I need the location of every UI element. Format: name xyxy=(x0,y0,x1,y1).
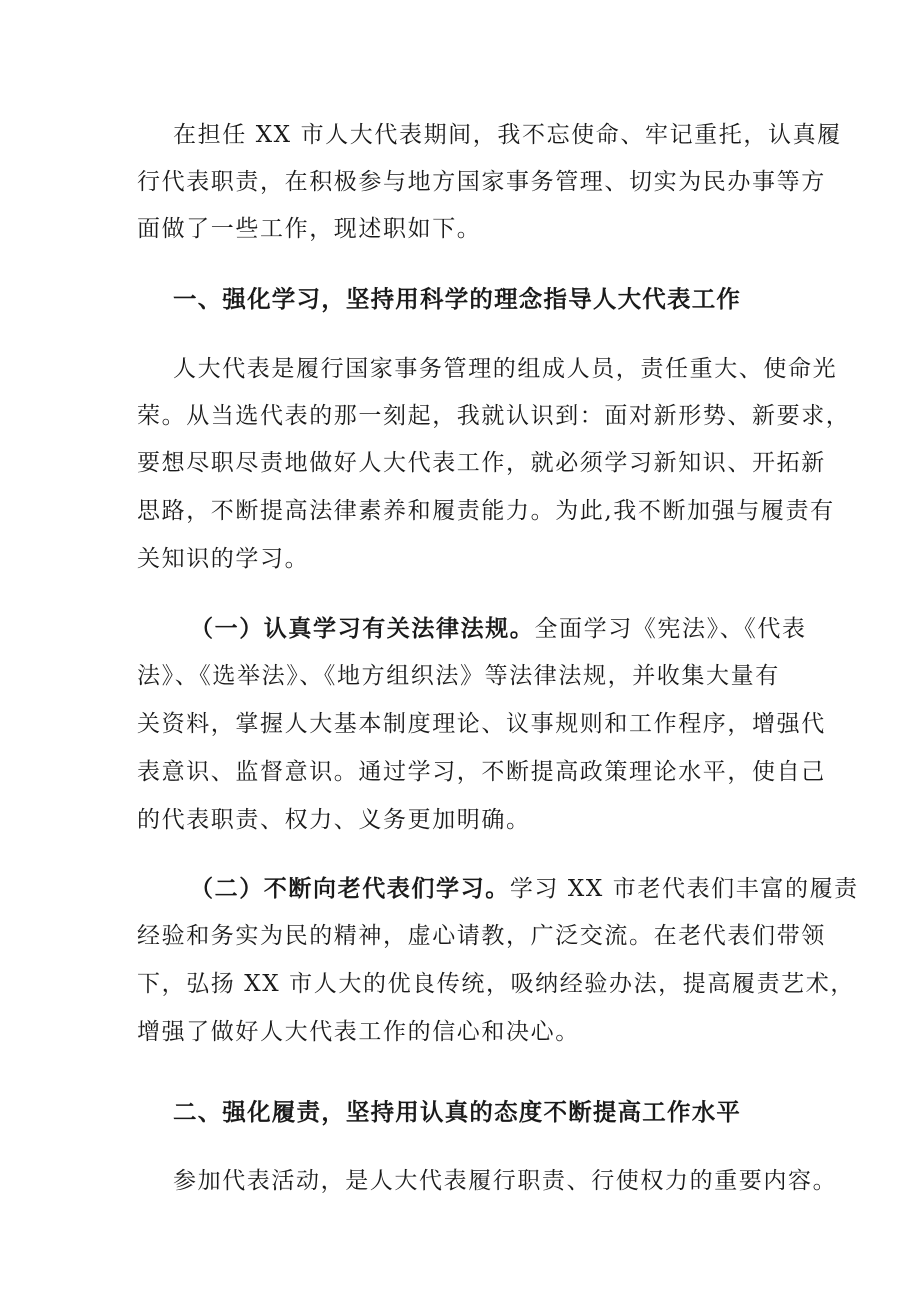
section-2-line-1: 参加代表活动，是人大代表履行职责、行使权力的重要内容。 xyxy=(173,1168,838,1194)
item-2-first-rest: 学习 XX 市老代表们丰富的履责 xyxy=(509,876,859,902)
item-1-line-5: 的代表职责、权力、义务更加明确。 xyxy=(137,807,531,833)
item-1-lead: （一）认真学习有关法律法规。 xyxy=(190,616,535,642)
intro-line-2: 行代表职责，在积极参与地方国家事务管理、切实为民办事等方 xyxy=(137,169,826,195)
item-2-line-2: 经验和务实为民的精神，虚心请教，广泛交流。在老代表们带领 xyxy=(137,923,826,949)
section-1-heading: 一、强化学习，坚持用科学的理念指导人大代表工作 xyxy=(173,285,742,313)
section-1-line-3: 要想尽职尽责地做好人大代表工作，就必须学习新知识、开拓新 xyxy=(137,450,826,476)
item-2-line-3: 下，弘扬 XX 市人大的优良传统，吸纳经验办法，提高履责艺术， xyxy=(137,971,855,997)
item-1-line-4: 表意识、监督意识。通过学习，不断提高政策理论水平，使自己 xyxy=(137,759,826,785)
item-1-line-3: 关资料，掌握人大基本制度理论、议事规则和工作程序，增强代 xyxy=(137,711,826,737)
item-1-first-line xyxy=(190,614,850,644)
section-2-heading: 二、强化履责，坚持用认真的态度不断提高工作水平 xyxy=(173,1098,742,1126)
section-1-line-1: 人大代表是履行国家事务管理的组成人员，责任重大、使命光 xyxy=(173,356,838,382)
item-1-first-rest: 全面学习《宪法》、《代表 xyxy=(534,616,807,642)
section-1-line-4: 思路，不断提高法律素养和履责能力。为此,我不断加强与履责有 xyxy=(137,498,835,524)
item-2-first-line xyxy=(190,874,859,904)
intro-line-1: 在担任 XX 市人大代表期间，我不忘使命、牢记重托，认真履 xyxy=(173,122,842,148)
intro-line-3: 面做了一些工作，现述职如下。 xyxy=(137,216,482,242)
section-1-line-5: 关知识的学习。 xyxy=(137,546,310,572)
item-2-lead: （二）不断向老代表们学习。 xyxy=(190,876,510,902)
item-2-line-4: 增强了做好人大代表工作的信心和决心。 xyxy=(137,1019,580,1045)
item-1-line-2: 法》、《选举法》、《地方组织法》等法律法规，并收集大量有 xyxy=(137,663,780,689)
section-1-line-2: 荣。从当选代表的那一刻起，我就认识到：面对新形势、新要求， xyxy=(137,403,851,429)
